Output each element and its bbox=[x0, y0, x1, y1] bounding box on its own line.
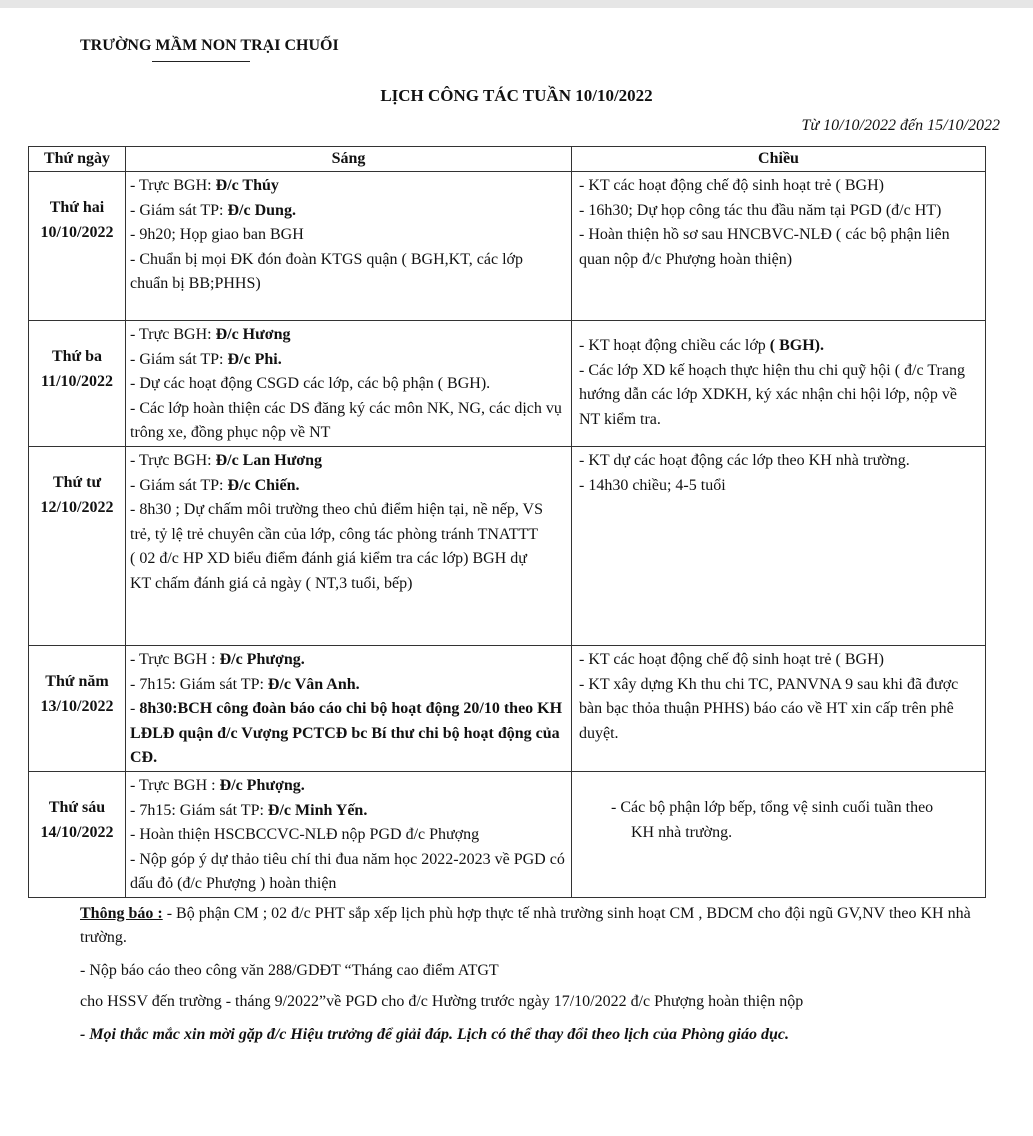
task-line: KH nhà trường. bbox=[631, 823, 733, 841]
task-dash: - bbox=[130, 700, 140, 718]
supervisor-label: - 7h15: Giám sát TP: bbox=[130, 675, 268, 693]
table-row bbox=[29, 646, 986, 772]
task-text: - KT hoạt động chiều các lớp bbox=[579, 337, 770, 354]
schedule-table bbox=[28, 146, 986, 898]
duty-label: - Trực BGH : bbox=[130, 651, 220, 668]
day-cell bbox=[29, 771, 126, 897]
notice-line: cho HSSV đến trường - tháng 9/2022”về PGD cho đ/c Hường trước ngày 17/10/2022 đ/c Phượng hoàn thiện nộp bbox=[80, 993, 804, 1010]
school-underline bbox=[152, 61, 250, 62]
duty-label: - Trực BGH: bbox=[130, 452, 216, 469]
day-name: Thứ năm bbox=[45, 673, 109, 690]
date-range: Từ 10/10/2022 đến 15/10/2022 bbox=[801, 117, 1000, 134]
day-name: Thứ hai bbox=[49, 199, 105, 216]
supervisor-line bbox=[130, 348, 565, 373]
duty-person: Đ/c Hương bbox=[215, 326, 291, 343]
task-line: - KT dự các hoạt động các lớp theo KH nhà trường. bbox=[579, 452, 910, 469]
task-line bbox=[579, 334, 979, 359]
task-line: - KT xây dựng Kh thu chi TC, PANVNA 9 sau khi đã được bàn bạc thỏa thuận PHHS) báo cáo về HT xin cấp trên phê duyệt. bbox=[579, 675, 959, 742]
task-line: - 16h30; Dự họp công tác thu đầu năm tại PGD (đ/c HT) bbox=[579, 201, 942, 219]
day-name: Thứ sáu bbox=[48, 798, 106, 816]
task-line: - KT các hoạt động chế độ sinh hoạt trẻ ( BGH) bbox=[579, 651, 884, 668]
notice-label: Thông báo : bbox=[80, 905, 163, 922]
task-line: - Dự các hoạt động CSGD các lớp, các bộ phận ( BGH). bbox=[130, 375, 491, 393]
task-line: - Các lớp hoàn thiện các DS đăng ký các môn NK, NG, các dịch vụ trông xe, đồng phục nộp về NT bbox=[130, 399, 562, 442]
header-day: Thứ ngày bbox=[29, 147, 126, 172]
task-owner: ( BGH). bbox=[769, 337, 824, 354]
supervisor-line bbox=[130, 474, 565, 499]
supervisor-person: Đ/c Minh Yến. bbox=[267, 801, 368, 819]
table-row bbox=[29, 447, 986, 646]
duty-label: - Trực BGH : bbox=[130, 776, 220, 794]
supervisor-line bbox=[130, 799, 565, 824]
day-cell bbox=[29, 646, 126, 772]
duty-label: - Trực BGH: bbox=[130, 177, 216, 194]
top-bar bbox=[0, 0, 1033, 8]
task-highlight: 8h30:BCH công đoàn báo cáo chi bộ hoạt động 20/10 theo KH LĐLĐ quận đ/c Vượng PCTCĐ bc Bí thư chi bộ hoạt động của CĐ. bbox=[130, 700, 563, 767]
day-date: 12/10/2022 bbox=[40, 498, 114, 516]
supervisor-label: - Giám sát TP: bbox=[130, 350, 228, 368]
afternoon-cell bbox=[572, 646, 986, 772]
day-date: 13/10/2022 bbox=[40, 697, 114, 715]
morning-cell bbox=[126, 447, 572, 646]
supervisor-person: Đ/c Phi. bbox=[227, 350, 282, 368]
morning-cell bbox=[126, 321, 572, 447]
duty-person: Đ/c Phượng. bbox=[219, 651, 305, 668]
supervisor-line bbox=[130, 199, 565, 224]
day-date: 10/10/2022 bbox=[40, 223, 114, 241]
supervisor-person: Đ/c Vân Anh. bbox=[267, 675, 360, 693]
task-line: - Chuẩn bị mọi ĐK đón đoàn KTGS quận ( BGH,KT, các lớp chuẩn bị BB;PHHS) bbox=[130, 250, 523, 293]
duty-line bbox=[130, 323, 565, 348]
notice-line: - Nộp báo cáo theo công văn 288/GDĐT “Tháng cao điểm ATGT bbox=[80, 962, 499, 979]
task-line: - Nộp góp ý dự thảo tiêu chí thi đua năm học 2022-2023 về PGD có dấu đỏ (đ/c Phượng ) hoàn thiện bbox=[130, 850, 565, 893]
task-line: - Hoàn thiện hồ sơ sau HNCBVC-NLĐ ( các bộ phận liên quan nộp đ/c Phượng hoàn thiện) bbox=[579, 226, 950, 268]
supervisor-line bbox=[130, 673, 565, 698]
task-line: - Các bộ phận lớp bếp, tổng vệ sinh cuối tuần theo bbox=[611, 798, 934, 816]
duty-person: Đ/c Phượng. bbox=[219, 776, 305, 794]
day-cell bbox=[29, 321, 126, 447]
task-line: - KT các hoạt động chế độ sinh hoạt trẻ ( BGH) bbox=[579, 177, 884, 194]
day-date: 11/10/2022 bbox=[40, 372, 113, 390]
header-afternoon: Chiều bbox=[572, 147, 986, 172]
table-row bbox=[29, 771, 986, 897]
day-cell bbox=[29, 447, 126, 646]
afternoon-cell bbox=[572, 321, 986, 447]
duty-label: - Trực BGH: bbox=[130, 326, 216, 343]
task-line: - Các lớp XD kế hoạch thực hiện thu chi quỹ hội ( đ/c Trang hướng dẫn các lớp XDKH, ký xác nhận chi hội lớp, nộp về NT kiểm tra. bbox=[579, 361, 965, 428]
duty-person: Đ/c Thúy bbox=[215, 177, 279, 194]
day-name: Thứ tư bbox=[52, 474, 102, 491]
afternoon-cell bbox=[572, 172, 986, 321]
supervisor-person: Đ/c Chiến. bbox=[227, 476, 300, 494]
task-line: - Hoàn thiện HSCBCCVC-NLĐ nộp PGD đ/c Phượng bbox=[130, 826, 480, 844]
school-name: TRƯỜNG MẦM NON TRẠI CHUỐI bbox=[80, 37, 339, 54]
day-name: Thứ ba bbox=[51, 348, 103, 365]
morning-cell bbox=[126, 172, 572, 321]
task-line bbox=[130, 697, 565, 771]
morning-cell bbox=[126, 646, 572, 772]
table-row bbox=[29, 172, 986, 321]
duty-line bbox=[130, 449, 565, 474]
duty-line bbox=[130, 774, 565, 799]
supervisor-person: Đ/c Dung. bbox=[227, 201, 296, 219]
task-line: - 14h30 chiều; 4-5 tuổi bbox=[579, 476, 726, 494]
day-cell bbox=[29, 172, 126, 321]
duty-person: Đ/c Lan Hương bbox=[215, 452, 323, 469]
supervisor-label: - Giám sát TP: bbox=[130, 201, 228, 219]
duty-line bbox=[130, 648, 565, 673]
page-title: LỊCH CÔNG TÁC TUẦN 10/10/2022 bbox=[380, 86, 653, 105]
supervisor-label: - 7h15: Giám sát TP: bbox=[130, 801, 268, 819]
table-header-row bbox=[29, 147, 986, 172]
notice-text: - Bộ phận CM ; 02 đ/c PHT sắp xếp lịch phù hợp thực tế nhà trường sinh hoạt CM , BDCM cho đội ngũ GV,NV theo KH nhà trường. bbox=[80, 905, 971, 946]
morning-cell bbox=[126, 771, 572, 897]
table-row bbox=[29, 321, 986, 447]
supervisor-label: - Giám sát TP: bbox=[130, 476, 228, 494]
notice-paragraph bbox=[80, 902, 1020, 950]
notice-important: - Mọi thắc mắc xin mời gặp đ/c Hiệu trưởng để giải đáp. Lịch có thể thay đổi theo lịch của Phòng giáo dục. bbox=[80, 1026, 789, 1043]
day-date: 14/10/2022 bbox=[40, 823, 114, 841]
afternoon-cell bbox=[572, 447, 986, 646]
header-morning: Sáng bbox=[126, 147, 572, 172]
task-line: - 9h20; Họp giao ban BGH bbox=[130, 226, 304, 244]
duty-line bbox=[130, 174, 565, 199]
task-line: - 8h30 ; Dự chấm môi trường theo chủ điểm hiện tại, nề nếp, VS trẻ, tỷ lệ trẻ chuyên cần của lớp, công tác phòng tránh TNATTT ( 02 đ/c HP XD biểu điểm đánh giá kiểm tra các lớp) BGH dự KT chấm đánh giá cả ngày ( NT,3 tuổi, bếp) bbox=[130, 501, 543, 592]
afternoon-cell bbox=[572, 771, 986, 897]
